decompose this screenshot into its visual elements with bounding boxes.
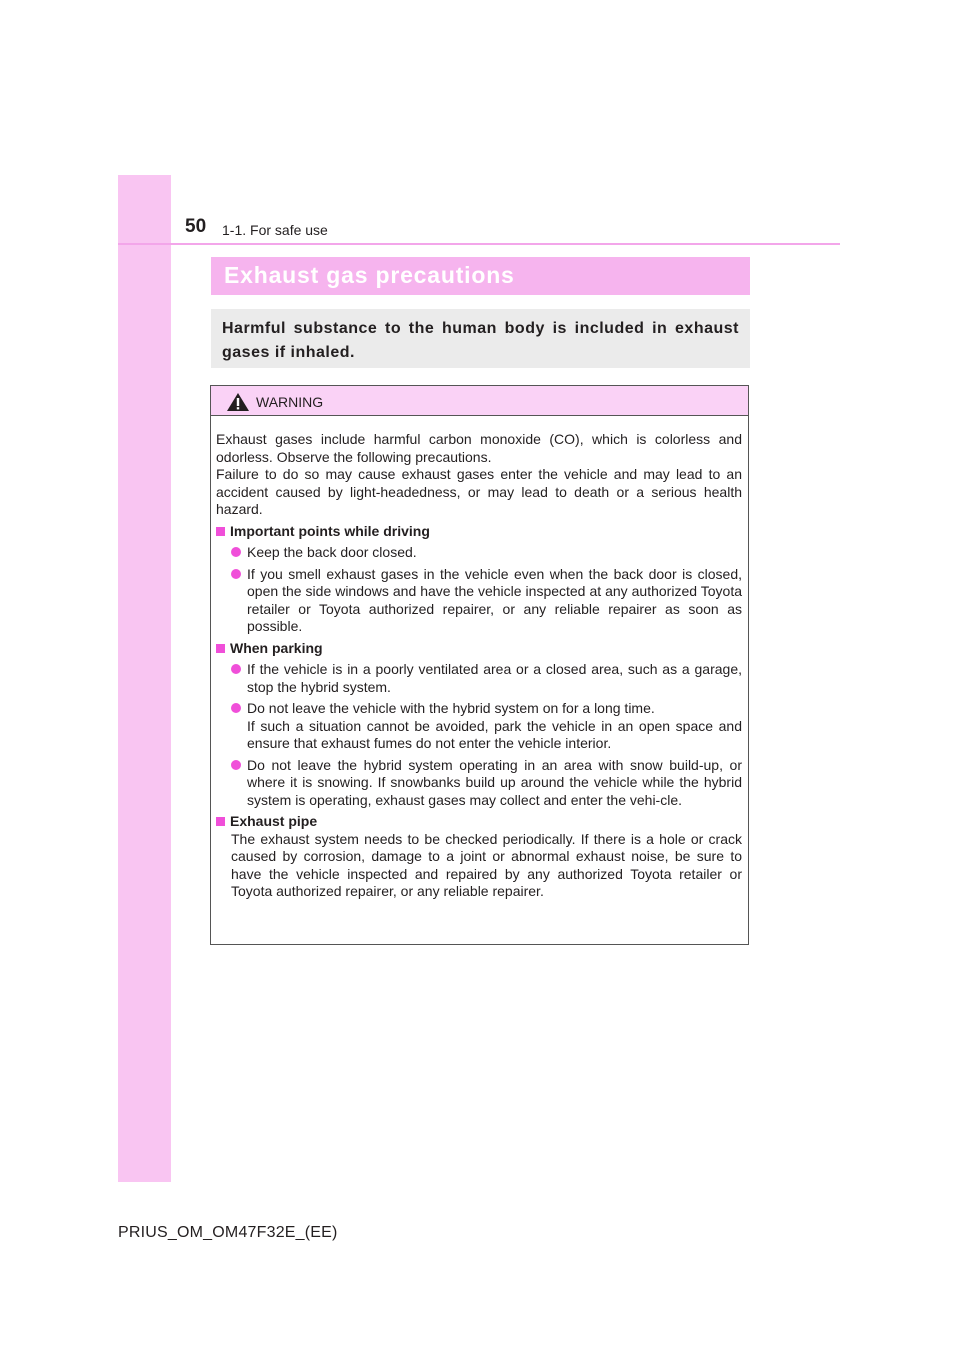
warning-triangle-icon xyxy=(226,392,250,412)
intro-text: Harmful substance to the human body is included in exhaust gases if inhaled. xyxy=(222,320,739,361)
square-bullet-icon xyxy=(216,527,225,536)
section-text: The exhaust system needs to be checked periodically. If there is a hole or crack caused by corrosion, damage to a joint or abnormal exhaust noise, be sure to have the vehicle inspected and repaired by any authorized Toyota retailer or Toyota authorized repairer, or any reliable repairer. xyxy=(231,830,742,899)
intro-box xyxy=(211,309,750,368)
footer-doc-id: PRIUS_OM_OM47F32E_(EE) xyxy=(118,1224,338,1241)
section-heading: When parking xyxy=(216,640,742,658)
title-bar xyxy=(211,257,750,295)
list-item: If the vehicle is in a poorly ventilated area or a closed area, such as a garage, stop the hybrid system. xyxy=(231,661,742,696)
warning-box xyxy=(210,385,749,945)
warning-body xyxy=(216,431,742,901)
section-heading: Important points while driving xyxy=(216,523,742,541)
circle-bullet-icon xyxy=(231,547,241,557)
list-item: Do not leave the vehicle with the hybrid system on for a long time. If such a situation cannot be avoided, park the vehicle in an open space and ensure that exhaust fumes do not enter the vehicle interior. xyxy=(231,700,742,753)
side-tab xyxy=(118,175,171,1182)
page-title: Exhaust gas precautions xyxy=(224,262,515,288)
circle-bullet-icon xyxy=(231,569,241,579)
list-item: Do not leave the hybrid system operating in an area with snow build-up, or where it is snowing. If snowbanks build up around the vehicle while the hybrid system is operating, exhaust gases may collect and enter the vehi-cle. xyxy=(231,757,742,810)
list-item-continuation: If such a situation cannot be avoided, park the vehicle in an open space and ensure that exhaust fumes do not enter the vehicle interior. xyxy=(247,717,742,751)
header-rule xyxy=(118,243,840,245)
warning-intro-line: Exhaust gases include harmful carbon monoxide (CO), which is colorless and odorless. Observe the following precautions. xyxy=(216,431,742,465)
circle-bullet-icon xyxy=(231,664,241,674)
section-label: 1-1. For safe use xyxy=(222,222,328,238)
warning-header xyxy=(211,386,748,416)
square-bullet-icon xyxy=(216,644,225,653)
square-bullet-icon xyxy=(216,817,225,826)
list-item: If you smell exhaust gases in the vehicle even when the back door is closed, open the side windows and have the vehicle inspected at any authorized Toyota retailer or Toyota authorized repairer, or any reliable repairer as soon as possible. xyxy=(231,566,742,636)
circle-bullet-icon xyxy=(231,703,241,713)
section-heading: Exhaust pipe xyxy=(216,813,742,831)
list-item: Keep the back door closed. xyxy=(231,544,742,562)
warning-label: WARNING xyxy=(256,394,324,410)
circle-bullet-icon xyxy=(231,760,241,770)
page-number: 50 xyxy=(185,216,207,237)
warning-intro-line: Failure to do so may cause exhaust gases enter the vehicle and may lead to an accident caused by light-headedness, or may lead to death or a serious health hazard. xyxy=(216,466,742,517)
